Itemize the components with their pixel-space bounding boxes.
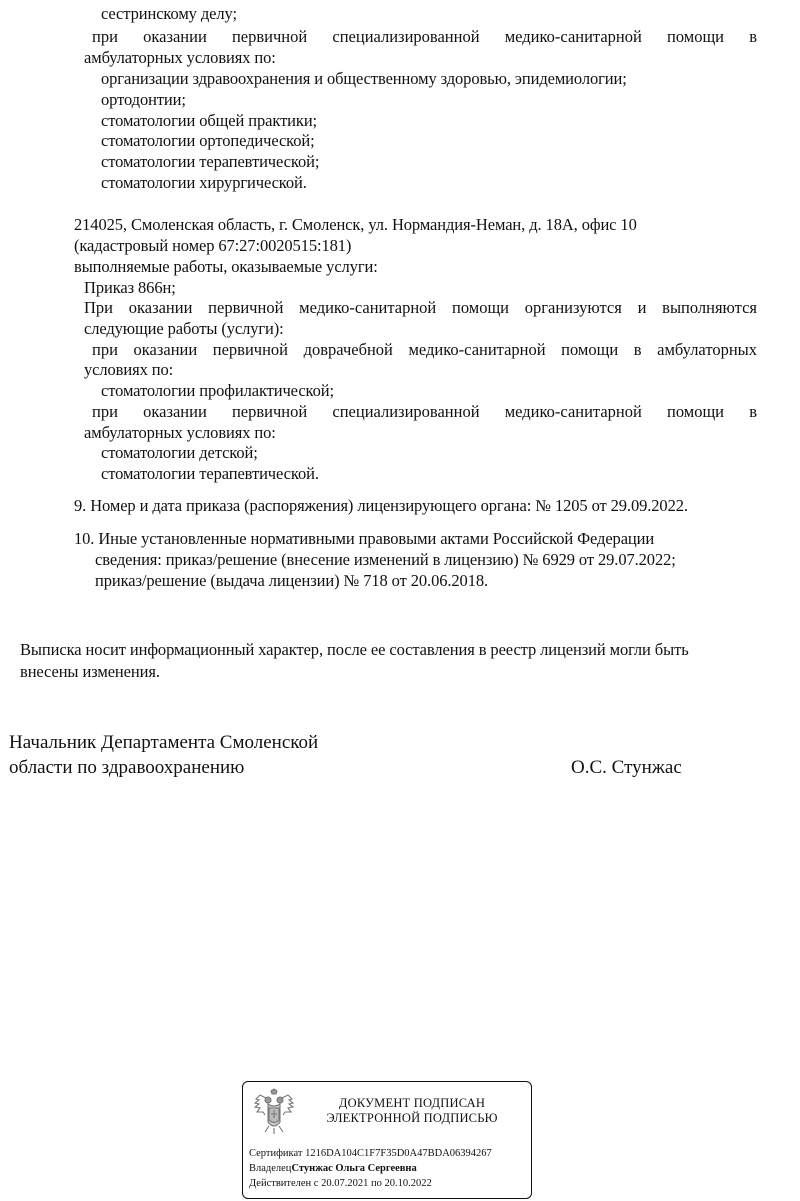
text-line: стоматологии терапевтической. <box>101 464 319 483</box>
text-line: условиях по: <box>84 360 174 379</box>
signer-name: О.С. Стунжас <box>571 757 682 778</box>
text-line: стоматологии хирургической. <box>101 173 307 192</box>
certificate-value: 1216DA104C1F7F35D0A47BDA06394267 <box>305 1148 492 1159</box>
text-line: сведения: приказ/решение (внесение изменений в лицензию) № 6929 от 29.07.2022; <box>95 550 676 569</box>
owner-label: Владелец <box>249 1163 292 1174</box>
owner-value: Стунжас Ольга Сергеевна <box>291 1163 417 1174</box>
signer-position: Начальник Департамента Смоленской <box>9 732 319 753</box>
text-line: организации здравоохранения и общественному здоровью, эпидемиологии; <box>101 69 627 88</box>
address: 214025, Смоленская область, г. Смоленск, ул. Нормандия-Неман, д. 18А, офис 10 <box>74 215 637 234</box>
text-line: следующие работы (услуги): <box>84 319 284 338</box>
text-line: стоматологии ортопедической; <box>101 131 315 150</box>
item-9-order-number: 9. Номер и дата приказа (распоряжения) лицензирующего органа: № 1205 от 29.09.2022. <box>74 496 688 515</box>
coat-of-arms-icon <box>251 1088 297 1138</box>
text-line: сестринскому делу; <box>101 4 237 23</box>
certificate-label: Сертификат <box>249 1148 303 1159</box>
signer-position: области по здравоохранению <box>9 757 245 778</box>
cadastral-number: (кадастровый номер 67:27:0020515:181) <box>74 236 352 255</box>
text-line: приказ/решение (выдача лицензии) № 718 от 20.06.2018. <box>95 571 489 590</box>
owner-row <box>249 1162 417 1175</box>
text-line: стоматологии общей практики; <box>101 111 318 130</box>
stamp-title: ДОКУМЕНТ ПОДПИСАН <box>338 1096 486 1110</box>
text-line: стоматологии терапевтической; <box>101 152 320 171</box>
electronic-signature-stamp <box>242 1081 532 1199</box>
validity-row: Действителен с 20.07.2021 по 20.10.2022 <box>249 1178 432 1189</box>
text-line: 10. Иные установленные нормативными правовыми актами Российской Федерации <box>74 529 655 548</box>
text-line: амбулаторных условиях по: <box>84 423 276 442</box>
text-line-justified: при оказании первичной специализированной медико-санитарной помощи в <box>92 27 757 46</box>
text-line-justified: при оказании первичной специализированной медико-санитарной помощи в <box>92 402 757 421</box>
text-line: Выписка носит информационный характер, после ее составления в реестр лицензий могли быть <box>20 640 689 659</box>
text-line: ортодонтии; <box>101 90 186 109</box>
text-line-justified: при оказании первичной доврачебной медико-санитарной помощи в амбулаторных <box>92 340 757 359</box>
text-line: амбулаторных условиях по: <box>84 48 276 67</box>
text-line: стоматологии профилактической; <box>101 381 334 400</box>
stamp-title: ЭЛЕКТРОННОЙ ПОДПИСЬЮ <box>326 1111 498 1125</box>
text-line: внесены изменения. <box>20 662 160 681</box>
certificate-row <box>249 1147 492 1160</box>
text-line-justified: При оказании первичной медико-санитарной помощи организуются и выполняются <box>84 298 757 317</box>
text-line: стоматологии детской; <box>101 443 258 462</box>
works-label: выполняемые работы, оказываемые услуги: <box>74 257 378 276</box>
order-ref: Приказ 866н; <box>84 278 176 297</box>
